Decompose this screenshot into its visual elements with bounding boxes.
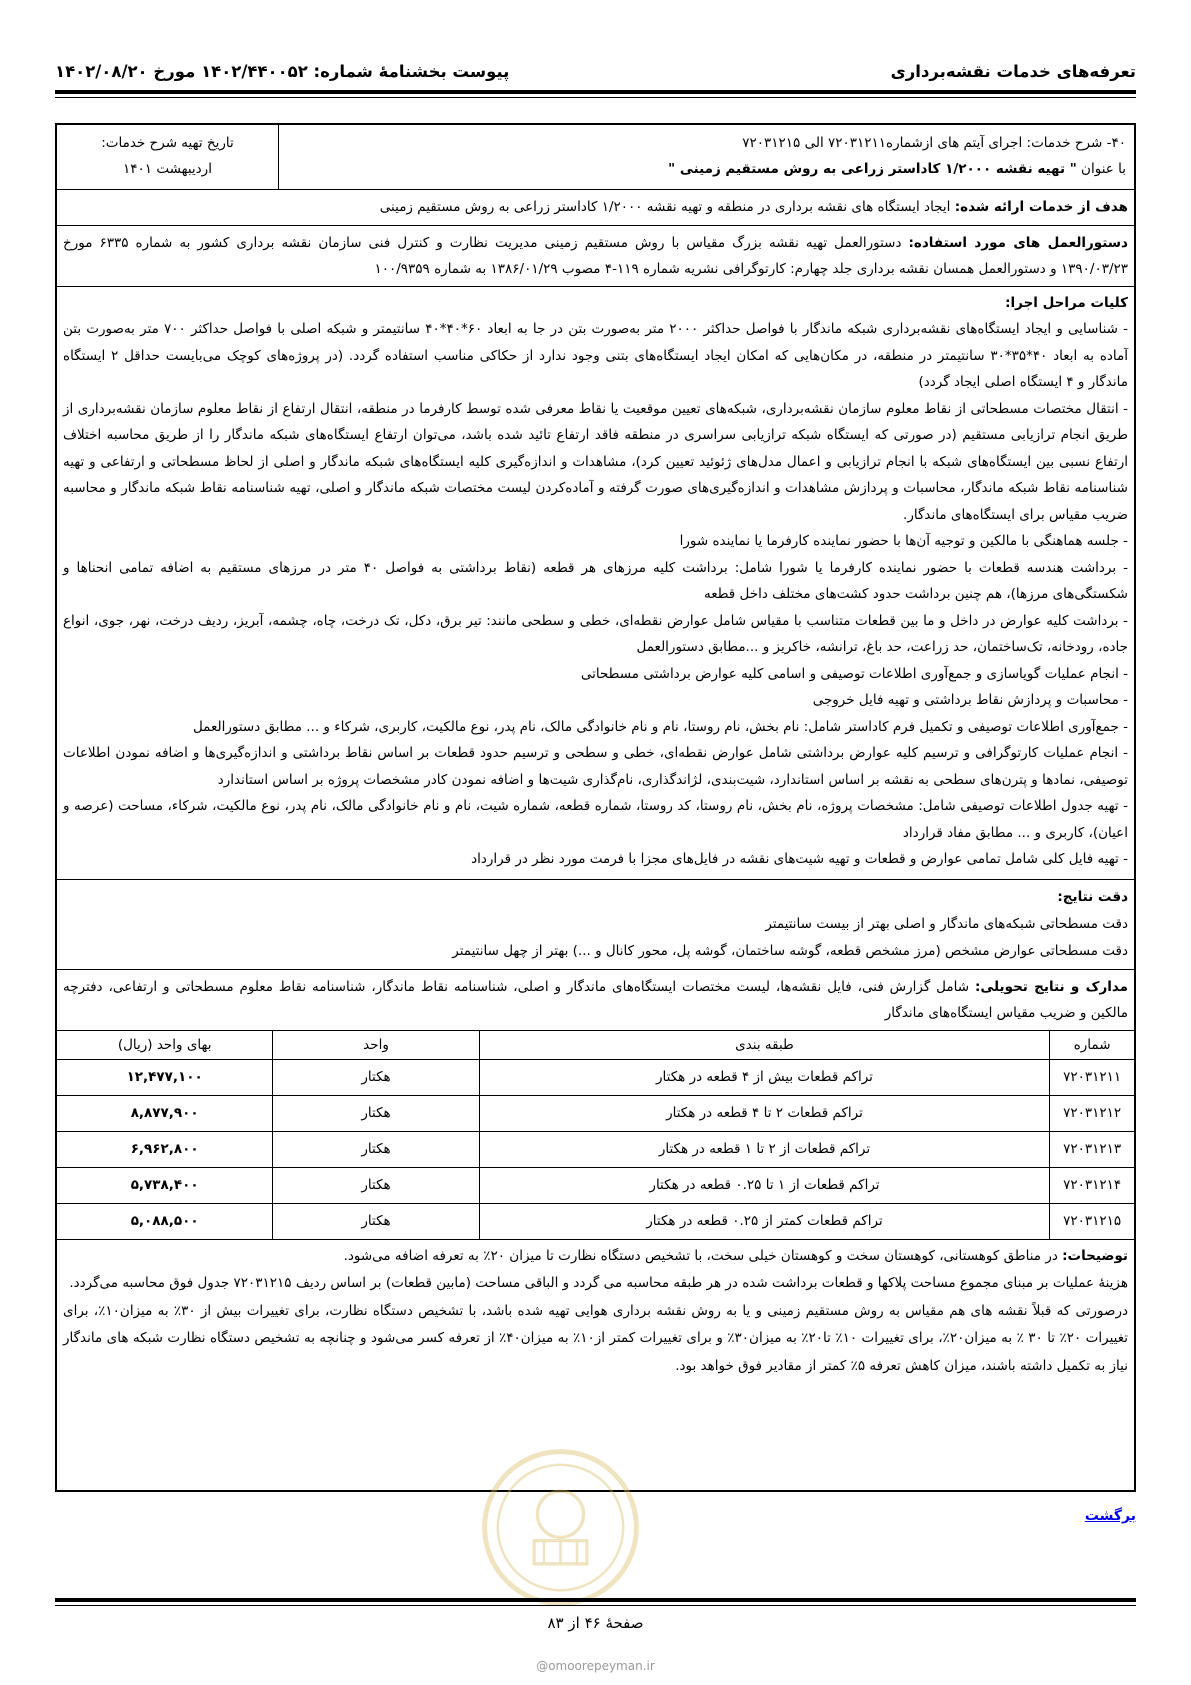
tariff-table: [57, 1030, 1134, 1240]
circular-reference: پیوست بخشنامۀ شماره: ۱۴۰۲/۴۴۰۰۵۲ مورخ ۱۴۰۲/۰۸/۲۰: [55, 61, 510, 81]
execution-item: - انجام عملیات کارتوگرافی و ترسیم کلیه عوارض برداشتی شامل عوارض نقطه‌ای، خطی و سطحی و ترسیم حدود قطعات بر اساس نقاط برداشتی و اندازه‌گیری‌ها و اضافه نمودن اطلاعات توصیفی، نمادها و پترن‌های سطحی به نقشه بر اساس استاندارد، شیت‌بندی، لژاندگذاری، نام‌گذاری شیت‌ها و اضافه نمودن کادر مشخصات پروژه بر اساس استاندارد: [63, 745, 1128, 788]
execution-item: - انجام عملیات گویاسازی و جمع‌آوری اطلاعات توصیفی و اسامی کلیه عوارض برداشتی مسطحاتی: [580, 665, 1128, 682]
item-price: ۸,۸۷۷,۹۰۰: [57, 1095, 273, 1131]
notes-line-3: درصورتی که قبلاً نقشه های هم مقیاس به روش مستقیم زمینی و یا به روش نقشه برداری هوایی تهیه شده باشد، با تشخیص دستگاه نظارت، برای تغییرات بیش از ۳۰٪ به میزان۱۰٪، برای تغییرات ۲۰٪ تا ۳۰ ٪ به میزان۲۰٪، برای تغییرات ۱۰٪ تا۲۰٪ به میزان۳۰٪ و برای تغییرات کمتر از۱۰٪ به میزان۴۰٪ از تعرفه کسر می‌شود و چنانچه به تشخیص دستگاه نظارت شبکه های ماندگار نیاز به تکمیل داشته باشند، میزان کاهش تعرفه ۵٪ کمتر از مقادیر فوق خواهد بود.: [63, 1302, 1128, 1374]
main-content-box: [55, 123, 1136, 1492]
service-date-value: اردیبهشت ۱۴۰۱: [123, 161, 212, 177]
back-link[interactable]: برگشت: [1084, 1508, 1136, 1524]
accuracy-section: [57, 880, 1134, 970]
service-title-row: [57, 125, 1134, 190]
item-number: ۷۲۰۳۱۲۱۱: [1050, 1059, 1134, 1095]
item-price: ۵,۷۳۸,۴۰۰: [57, 1167, 273, 1203]
deliverables-text: شامل گزارش فنی، فایل نقشه‌ها، لیست مختصات ایستگاه‌های ماندگار و اصلی، شناسنامه نقاط ماندگار، شناسنامه نقاط معلوم مسطحاتی و ارتفاعی، دفترچه مالکین و ضریب مقیاس ایستگاه‌های ماندگار: [63, 978, 1128, 1021]
execution-item: - انتقال مختصات مسطحاتی از نقاط معلوم سازمان نقشه‌برداری، شبکه‌های تعیین موقعیت یا نقاط معرفی شده توسط کارفرما در منطقه، انتقال ارتفاع از نقاط معلوم سازمان نقشه‌برداری از طریق انجام ترازیابی مستقیم (در صورتی که ایستگاه شبکه ترازیابی سراسری در منطقه فاقد ارتفاع تائید شده باشد، می‌توان ارتفاع ایستگاه‌های شبکه ماندگار را از طریق محاسبه اختلاف ارتفاع نسبی بین ایستگاه‌های شبکه با انجام ترازیابی و اعمال مدل‌های ژئوئید تعیین کرد)، مشاهدات و اندازه‌گیری کلیه ایستگاه‌های شبکه ماندگار و اصلی از لحاظ مسطحاتی و ارتفاعی و تهیه شناسنامه نقاط شبکه ماندگار، محاسبات و پردازش مشاهدات و اندازه‌گیری‌های صورت گرفته و آماده‌کردن لیست مختصات شبکه ماندگار و اصلی، تهیه شناسنامه نقاط شبکه ماندگار و محاسبه ضریب مقیاس برای ایستگاه‌های ماندگار.: [63, 400, 1128, 523]
header-unit: واحد: [273, 1030, 479, 1059]
table-header-row: [57, 1030, 1134, 1059]
service-line-2: با عنوان " تهیه نقشه ۱/۲۰۰۰ کاداستر زراعی به روش مستقیم زمینی ": [668, 161, 1126, 177]
header-number: شماره: [1050, 1030, 1134, 1059]
service-date-label: تاریخ تهیه شرح خدمات:: [101, 135, 234, 151]
goal-section: [57, 190, 1134, 226]
table-row: [57, 1131, 1134, 1167]
accuracy-label: دقت نتایج:: [1057, 888, 1128, 905]
service-line-1: ۴۰- شرح خدمات: اجرای آیتم های ازشماره۷۲۰۳۱۲۱۱ الی ۷۲۰۳۱۲۱۵: [742, 135, 1126, 151]
item-unit: هکتار: [273, 1167, 479, 1203]
item-unit: هکتار: [273, 1095, 479, 1131]
instructions-label: دستورالعمل های مورد استفاده:: [908, 235, 1128, 251]
item-number: ۷۲۰۳۱۲۱۵: [1050, 1203, 1134, 1239]
deliverables-label: مدارک و نتایج تحویلی:: [974, 978, 1128, 995]
item-price: ۵,۰۸۸,۵۰۰: [57, 1203, 273, 1239]
header-category: طبقه بندی: [479, 1030, 1050, 1059]
table-row: [57, 1203, 1134, 1239]
instructions-text: دستورالعمل تهیه نقشه بزرگ مقیاس با روش مستقیم زمینی مدیریت نظارت و کنترل فنی سازمان نقشه برداری کشور به شماره ۶۳۳۵ مورخ ۱۳۹۰/۰۳/۲۳ و دستورالعمل همسان نقشه برداری جلد چهارم: کارتوگرافی نشریه شماره ۱۱۹-۴ مصوب ۱۳۸۶/۰۱/۲۹ به شماره ۱۰۰/۹۳۵۹: [63, 235, 1128, 277]
notes-line-1: در مناطق کوهستانی، کوهستان سخت و کوهستان خیلی سخت، با تشخیص دستگاه نظارت تا میزان ۲۰٪ به تعرفه اضافه می‌شود.: [343, 1247, 1063, 1264]
item-number: ۷۲۰۳۱۲۱۴: [1050, 1167, 1134, 1203]
header-price: بهای واحد (ریال): [57, 1030, 273, 1059]
execution-item: - جمع‌آوری اطلاعات توصیفی و تکمیل فرم کاداستر شامل: نام بخش، نام روستا، نام و نام خانوادگی مالک، نام پدر، نوع مالکیت، کاربری، شرکاء و ... مطابق دستورالعمل: [192, 718, 1128, 735]
execution-item: - تهیه فایل کلی شامل تمامی عوارض و قطعات و تهیه شیت‌های نقشه در فایل‌های مجزا با فرمت مورد نظر در قرارداد: [471, 851, 1128, 867]
footer-rule-thin: [55, 1605, 1136, 1606]
accuracy-line-2: دقت مسطحاتی عوارض مشخص (مرز مشخص قطعه، گوشه ساختمان، گوشه پل، محور کانال و ...) بهتر از چهل سانتیمتر: [452, 942, 1128, 959]
accuracy-line-1: دقت مسطحاتی شبکه‌های ماندگار و اصلی بهتر از بیست سانتیمتر: [765, 915, 1128, 932]
page-header: [55, 58, 1136, 84]
table-row: [57, 1059, 1134, 1095]
item-price: ۶,۹۶۲,۸۰۰: [57, 1131, 273, 1167]
notes-line-2: هزینهٔ عملیات بر مبنای مجموع مساحت پلاکها و قطعات برداشت شده در هر طبقه محاسبه می گردد و الباقی مساحت (مابین قطعات) بر اساس ردیف ۷۲۰۳۱۲۱۵ جدول فوق محاسبه می‌گردد.: [69, 1275, 1128, 1291]
execution-item: - محاسبات و پردازش نقاط برداشتی و تهیه فایل خروجی: [812, 692, 1128, 708]
table-row: [57, 1095, 1134, 1131]
instructions-section: [57, 226, 1134, 287]
item-category: تراکم قطعات کمتر از ۰.۲۵ قطعه در هکتار: [479, 1203, 1050, 1239]
table-row: [57, 1167, 1134, 1203]
execution-item: - جلسه هماهنگی با مالکین و توجیه آن‌ها با حضور نماینده کارفرما یا نماینده شورا: [679, 533, 1128, 549]
header-rule-thick: [55, 90, 1136, 94]
service-date-cell: [57, 125, 278, 189]
watermark-url: @omoorepeyman.ir: [536, 1659, 655, 1673]
item-price: ۱۲,۴۷۷,۱۰۰: [57, 1059, 273, 1095]
execution-item: - برداشت کلیه عوارض در داخل و ما بین قطعات متناسب با مقیاس شامل عوارض نقطه‌ای، خطی و سطحی مانند: تیر برق، دکل، تک درخت، چاه، چشمه، آبریز، ردیف درخت، نهر، جوی، انواع جاده، رودخانه، تک‌ساختمان، حد زراعت، حد باغ، ترانشه، خاکریز و ...مطابق دستورالعمل: [63, 612, 1128, 655]
footer-rule-thick: [55, 1598, 1136, 1602]
execution-item: - شناسایی و ایجاد ایستگاه‌های نقشه‌برداری شبکه ماندگار با فواصل حداکثر ۲۰۰۰ متر به‌صورت بتن در جا به ابعاد ۶۰*۴۰*۴۰ سانتیمتر و شبکه اصلی با فواصل حداکثر ۷۰۰ متر به‌صورت بتن آماده به ابعاد ۴۰*۳۵*۳۰ سانتیمتر در منطقه، در مکان‌هایی که امکان ایجاد ایستگاه‌های بتنی وجود ندارد از حکاکی مناسب استفاده گردد. (در پروژه‌های کوچک می‌بایست حداقل ۲ ایستگاه ماندگار و ۴ ایستگاه اصلی ایجاد گردد): [63, 321, 1129, 390]
notes-label: توضیحات:: [1062, 1247, 1128, 1264]
execution-section: [57, 287, 1134, 880]
header-rule-thin: [55, 97, 1136, 98]
service-title: " تهیه نقشه ۱/۲۰۰۰ کاداستر زراعی به روش مستقیم زمینی ": [668, 161, 1077, 177]
item-unit: هکتار: [273, 1059, 479, 1095]
execution-label: کلیات مراحل اجرا:: [1005, 295, 1128, 311]
service-description-cell: [278, 125, 1134, 189]
item-category: تراکم قطعات ۲ تا ۴ قطعه در هکتار: [479, 1095, 1050, 1131]
item-category: تراکم قطعات بیش از ۴ قطعه در هکتار: [479, 1059, 1050, 1095]
item-category: تراکم قطعات از ۲ تا ۱ قطعه در هکتار: [479, 1131, 1050, 1167]
page-number: صفحۀ ۴۶ از ۸۳: [547, 1614, 644, 1632]
item-unit: هکتار: [273, 1203, 479, 1239]
notes-section: [57, 1240, 1134, 1384]
item-unit: هکتار: [273, 1131, 479, 1167]
item-number: ۷۲۰۳۱۲۱۲: [1050, 1095, 1134, 1131]
document-title: تعرفه‌های خدمات نقشه‌برداری: [890, 61, 1136, 81]
goal-label: هدف از خدمات ارائه شده:: [954, 199, 1128, 215]
item-number: ۷۲۰۳۱۲۱۳: [1050, 1131, 1134, 1167]
deliverables-section: [57, 970, 1134, 1030]
execution-item: - تهیه جدول اطلاعات توصیفی شامل: مشخصات پروژه، نام بخش، نام روستا، کد روستا، شماره قطعه، شماره شیت، نام و نام خانوادگی مالک، نام پدر، نوع مالکیت، شرکاء، مساحت (عرصه و اعیان)، کاربری و ... مطابق مفاد قرارداد: [63, 798, 1128, 841]
goal-text: ایجاد ایستگاه های نقشه برداری در منطقه و تهیه نقشه ۱/۲۰۰۰ کاداستر زراعی به روش مستقیم زمینی: [379, 199, 955, 215]
item-category: تراکم قطعات از ۱ تا ۰.۲۵ قطعه در هکتار: [479, 1167, 1050, 1203]
execution-item: - برداشت هندسه قطعات با حضور نماینده کارفرما یا شورا شامل: برداشت کلیه مرزهای هر قطعه (نقاط برداشتی به فواصل ۴۰ متر در مرزهای مستقیم به اضافه تمامی انحناها و شکستگی‌های مرزها)، هم چنین برداشت حدود کشت‌های مختلف داخل قطعه: [63, 559, 1129, 602]
